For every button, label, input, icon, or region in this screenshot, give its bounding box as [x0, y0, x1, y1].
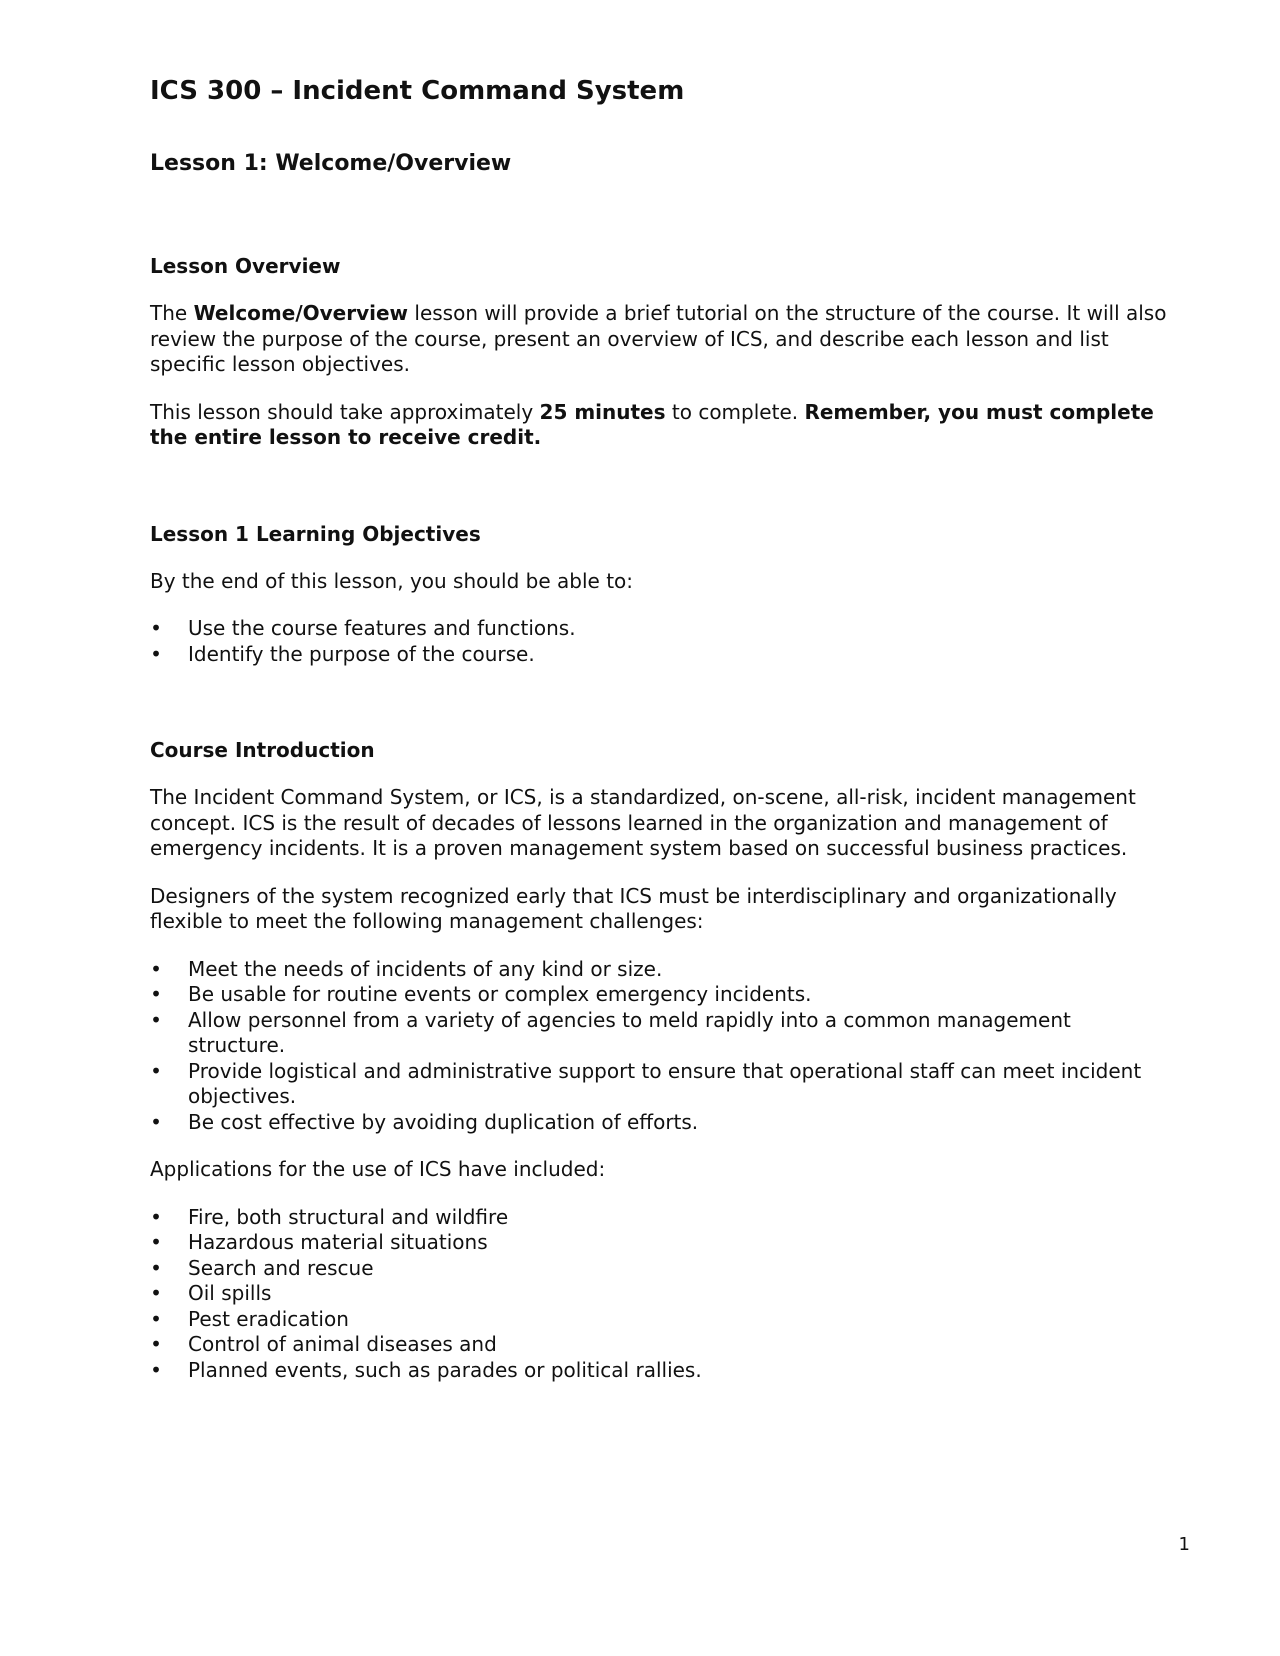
- applications-list: [150, 1205, 1170, 1384]
- list-item-text: Identify the purpose of the course.: [188, 641, 535, 666]
- bullet: •: [150, 641, 162, 666]
- list-item: [150, 1358, 1170, 1384]
- list-item-text: Search and rescue: [188, 1255, 374, 1280]
- challenges-list: [150, 957, 1170, 1136]
- lesson-overview-paragraph: [150, 301, 1170, 378]
- list-item: [150, 1256, 1170, 1282]
- bullet: •: [150, 1281, 162, 1305]
- page-number: 1: [1178, 1534, 1190, 1555]
- list-item-text: Meet the needs of incidents of any kind or size.: [188, 956, 663, 981]
- bullet: •: [150, 1204, 162, 1229]
- list-item-text: Be usable for routine events or complex emergency incidents.: [188, 982, 812, 1006]
- bullet: •: [150, 1058, 162, 1083]
- list-item-text: Pest eradication: [188, 1306, 349, 1331]
- list-item-text: Provide logistical and administrative support to ensure that operational staff can meet incident objectives.: [188, 1058, 1142, 1108]
- objectives-intro: By the end of this lesson, you should be able to:: [150, 568, 634, 593]
- list-item-text: Be cost effective by avoiding duplication of efforts.: [188, 1109, 699, 1134]
- bullet: •: [150, 1007, 162, 1032]
- list-item: [150, 982, 1170, 1008]
- page-content: [150, 74, 1170, 1383]
- list-item-text: Allow personnel from a variety of agencies to meld rapidly into a common management structure.: [188, 1007, 1071, 1057]
- list-item-text: Hazardous material situations: [188, 1230, 488, 1254]
- duration-bold-time: 25 minutes: [539, 399, 666, 424]
- overview-bold-lesson-name: Welcome/Overview: [193, 301, 409, 325]
- bullet: •: [150, 982, 162, 1006]
- duration-text-mid: to complete.: [665, 399, 805, 424]
- course-intro-heading: Course Introduction: [150, 738, 375, 762]
- duration-bold-reminder: Remember, you must complete the entire lesson to receive credit.: [150, 399, 1154, 449]
- bullet: •: [150, 1255, 162, 1280]
- list-item: [150, 1307, 1170, 1333]
- lesson-duration-paragraph: [150, 400, 1170, 451]
- duration-text-pre: This lesson should take approximately: [150, 399, 540, 424]
- list-item: [150, 1059, 1170, 1110]
- list-item: [150, 1332, 1170, 1358]
- list-item: [150, 616, 1170, 642]
- course-intro-paragraph-1: The Incident Command System, or ICS, is a standardized, on-scene, all-risk, incident management concept. ICS is the result of decades of lessons learned in the organization and management of emergency incidents. It is a proven management system based on successful business practices.: [150, 785, 1136, 860]
- bullet: •: [150, 1109, 162, 1134]
- bullet: •: [150, 1332, 162, 1356]
- list-item-text: Use the course features and functions.: [188, 616, 576, 640]
- list-item: [150, 1008, 1170, 1059]
- list-item: [150, 1205, 1170, 1231]
- list-item: [150, 1281, 1170, 1307]
- lesson-overview-heading: Lesson Overview: [150, 254, 341, 278]
- list-item-text: Planned events, such as parades or political rallies.: [188, 1357, 702, 1382]
- overview-text-post: lesson will provide a brief tutorial on the structure of the course. It will also review the purpose of the course, present an overview of ICS, and describe each lesson and list specific lesson objectives.: [150, 301, 1167, 376]
- course-intro-paragraph-2: Designers of the system recognized early that ICS must be interdisciplinary and organizationally flexible to meet the following management challenges:: [150, 883, 1117, 933]
- bullet: •: [150, 1230, 162, 1254]
- bullet: •: [150, 1357, 162, 1382]
- list-item: [150, 642, 1170, 668]
- bullet: •: [150, 956, 162, 981]
- applications-intro: Applications for the use of ICS have included:: [150, 1157, 606, 1181]
- objectives-heading: Lesson 1 Learning Objectives: [150, 521, 481, 546]
- list-item: [150, 957, 1170, 983]
- lesson-title: Lesson 1: Welcome/Overview: [150, 151, 512, 176]
- bullet: •: [150, 616, 162, 640]
- document-title: ICS 300 – Incident Command System: [150, 76, 685, 106]
- bullet: •: [150, 1306, 162, 1331]
- objectives-list: [150, 616, 1170, 667]
- list-item: [150, 1230, 1170, 1256]
- overview-text-pre: The: [150, 301, 194, 325]
- list-item-text: Oil spills: [188, 1281, 272, 1305]
- list-item: [150, 1110, 1170, 1136]
- list-item-text: Fire, both structural and wildfire: [188, 1204, 509, 1229]
- list-item-text: Control of animal diseases and: [188, 1332, 497, 1356]
